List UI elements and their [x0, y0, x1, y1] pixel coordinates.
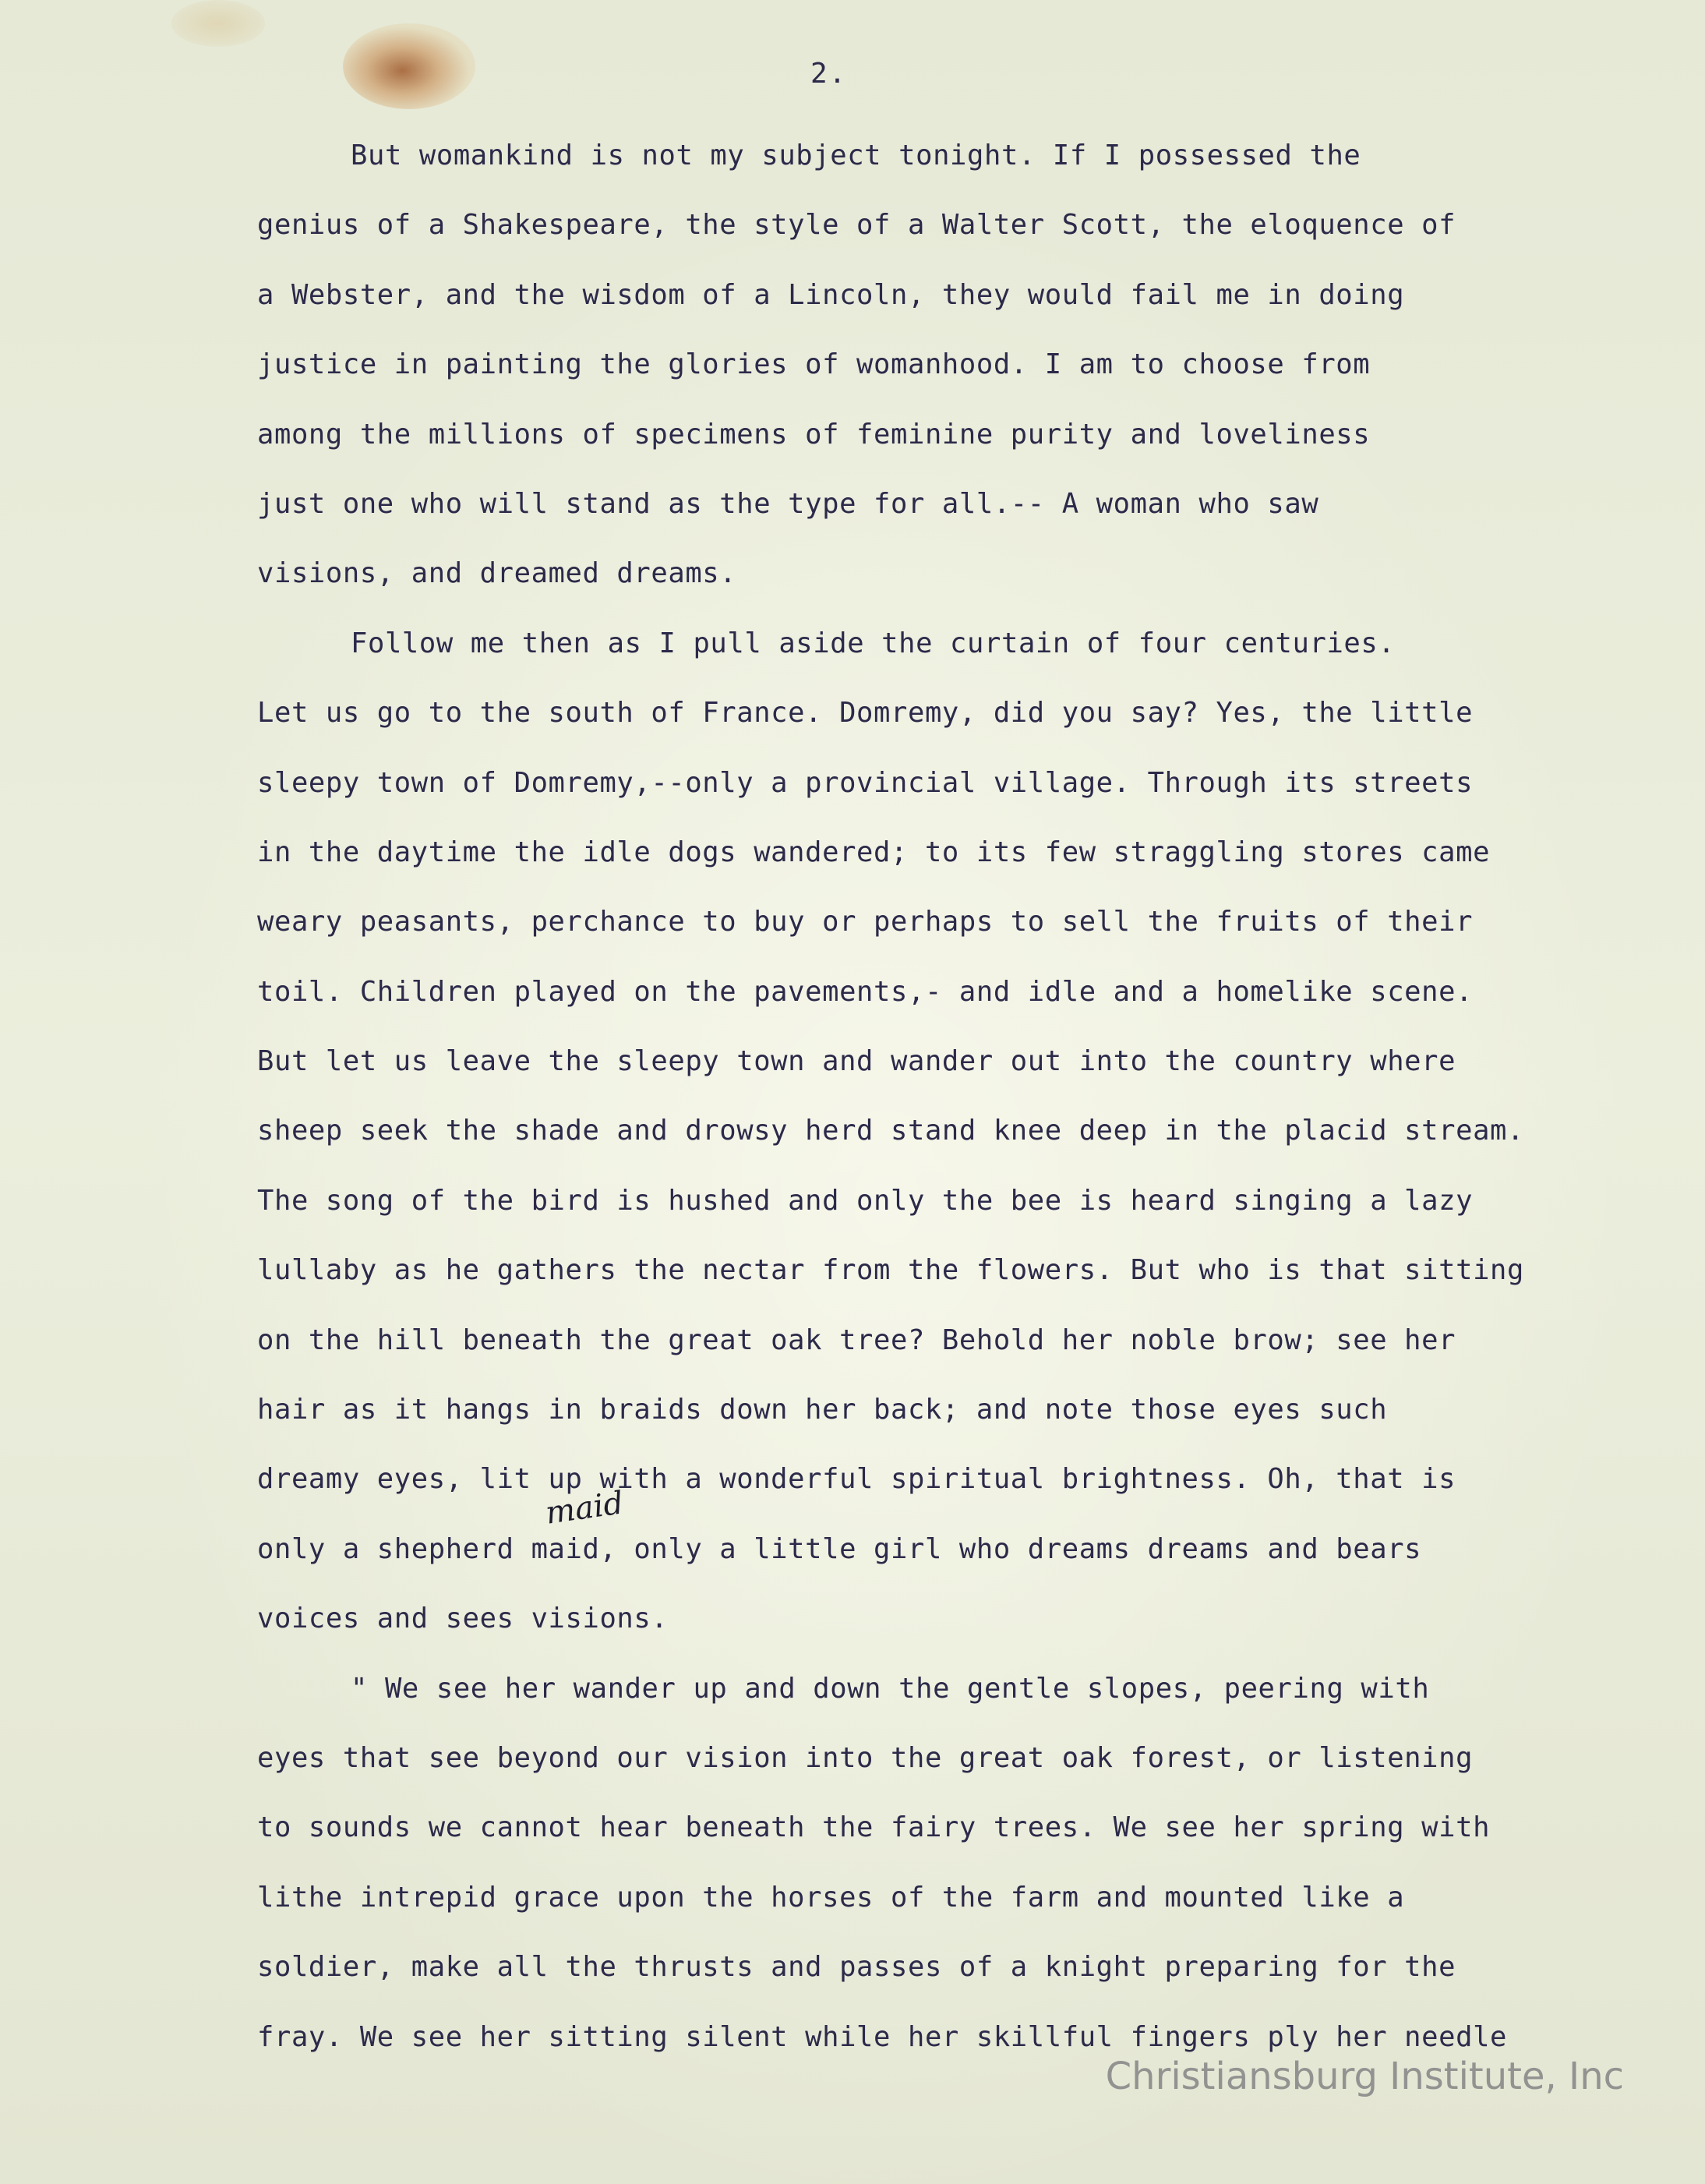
text-line: a Webster, and the wisdom of a Lincoln, they would fail me in doing	[257, 278, 1405, 311]
text-line: voices and sees visions.	[257, 1603, 669, 1635]
text-line: visions, and dreamed dreams.	[257, 557, 737, 590]
page-number: 2.	[810, 58, 848, 90]
text-line: But let us leave the sleepy town and wander out into the country where	[257, 1045, 1456, 1078]
text-line: hair as it hangs in braids down her back; and note those eyes such	[257, 1394, 1388, 1426]
text-line: just one who will stand as the type for all.-- A woman who saw	[257, 487, 1319, 520]
text-line: lithe intrepid grace upon the horses of the farm and mounted like a	[257, 1881, 1405, 1914]
text-line: sleepy town of Domremy,--only a provincial village. Through its streets	[257, 766, 1474, 799]
text-line: dreamy eyes, lit up with a wonderful spiritual brightness. Oh, that is	[257, 1463, 1456, 1496]
text-line: on the hill beneath the great oak tree? Behold her noble brow; see her	[257, 1323, 1456, 1356]
text-line: eyes that see beyond our vision into the great oak forest, or listening	[257, 1741, 1474, 1774]
text-line: Let us go to the south of France. Domremy, did you say? Yes, the little	[257, 697, 1474, 730]
text-line: soldier, make all the thrusts and passes of a knight preparing for the	[257, 1951, 1456, 1984]
text-line: " We see her wander up and down the gentle slopes, peering with	[351, 1672, 1430, 1705]
text-line: justice in painting the glories of womanhood. I am to choose from	[257, 348, 1371, 381]
text-line: fray. We see her sitting silent while her skillful fingers ply her needle	[257, 2020, 1508, 2053]
watermark: Christiansburg Institute, Inc	[1105, 2055, 1624, 2098]
text-line: sheep seek the shade and drowsy herd stand knee deep in the placid stream.	[257, 1115, 1524, 1147]
rust-stain	[343, 23, 475, 109]
text-line: only a shepherd maid, only a little girl who dreams dreams and bears	[257, 1532, 1422, 1565]
text-line: to sounds we cannot hear beneath the fairy trees. We see her spring with	[257, 1811, 1491, 1844]
typed-text-body	[257, 121, 1691, 2072]
text-line: The song of the bird is hushed and only the bee is heard singing a lazy	[257, 1184, 1474, 1217]
paper-stain	[171, 0, 265, 47]
text-line: in the daytime the idle dogs wandered; to its few straggling stores came	[257, 836, 1491, 868]
text-line: Follow me then as I pull aside the curtain of four centuries.	[351, 627, 1396, 659]
handwritten-annotation: maid	[543, 1485, 626, 1532]
text-line: toil. Children played on the pavements,- and idle and a homelike scene.	[257, 975, 1474, 1008]
text-line: But womankind is not my subject tonight. If I possessed the	[351, 140, 1361, 171]
text-line: weary peasants, perchance to buy or perhaps to sell the fruits of their	[257, 906, 1474, 938]
text-line: among the millions of specimens of feminine purity and loveliness	[257, 418, 1371, 451]
text-line: lullaby as he gathers the nectar from the flowers. But who is that sitting	[257, 1254, 1524, 1287]
text-line: genius of a Shakespeare, the style of a Walter Scott, the eloquence of	[257, 209, 1456, 242]
